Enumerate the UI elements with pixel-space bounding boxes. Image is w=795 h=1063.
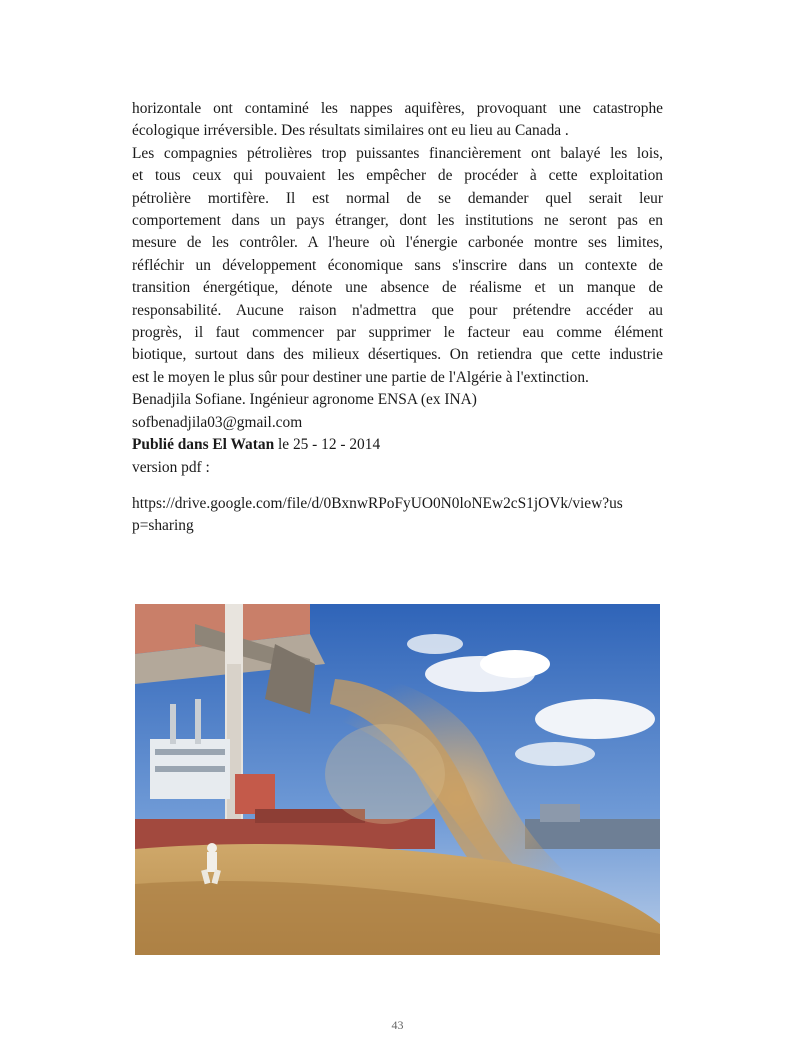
paragraph-contamination: [132, 98, 663, 143]
text-line: pétrolière mortifère. Il est normal de se demander quel serait leur: [132, 189, 663, 207]
text-line: écologique irréversible. Des résultats similaires ont eu lieu au Canada .: [132, 122, 569, 140]
text-line: responsabilité. Aucune raison n'admettra que pour prétendre accéder au: [132, 301, 663, 319]
publication-line: [132, 434, 663, 456]
author-line: Benadjila Sofiane. Ingénieur agronome ENSA (ex INA): [132, 391, 477, 409]
text-line: progrès, il faut commencer par supprimer le facteur eau comme élément: [132, 324, 663, 342]
pdf-version-label: version pdf :: [132, 458, 210, 476]
text-line: comportement dans un pays étranger, dont les institutions ne seront pas en: [132, 212, 663, 230]
publication-source: Publié dans El Watan: [132, 436, 275, 454]
pdf-link-line[interactable]: p=sharing: [132, 517, 194, 535]
page-body: [132, 98, 663, 538]
text-line: transition énergétique, dénote une absence de réalisme et un manque de: [132, 279, 663, 297]
text-line: et tous ceux qui pouvaient les empêcher de procéder à cette exploitation: [132, 167, 663, 185]
author-email[interactable]: sofbenadjila03@gmail.com: [132, 413, 303, 431]
text-line: biotique, surtout dans des milieux désertiques. On retiendra que cette industrie: [132, 346, 663, 364]
publication-date: le 25 - 12 - 2014: [274, 436, 381, 454]
pdf-link[interactable]: [132, 493, 663, 538]
text-line: réfléchir un développement économique sans s'inscrire dans un contexte de: [132, 256, 663, 274]
text-line: horizontale ont contaminé les nappes aquifères, provoquant une catastrophe: [132, 100, 663, 117]
text-line: Les compagnies pétrolières trop puissantes financièrement ont balayé les lois,: [132, 144, 663, 162]
paragraph-oil-companies: [132, 143, 663, 389]
grain-ship-photo: [135, 604, 660, 955]
text-line: est le moyen le plus sûr pour destiner une partie de l'Algérie à l'extinction.: [132, 368, 589, 386]
pdf-link-line[interactable]: https://drive.google.com/file/d/0BxnwRPoFyUO0N0loNEw2cS1jOVk/view?us: [132, 494, 623, 512]
text-line: mesure de les contrôler. A l'heure où l'énergie carbonée montre ses limites,: [132, 234, 663, 252]
page-number: 43: [391, 1018, 404, 1032]
